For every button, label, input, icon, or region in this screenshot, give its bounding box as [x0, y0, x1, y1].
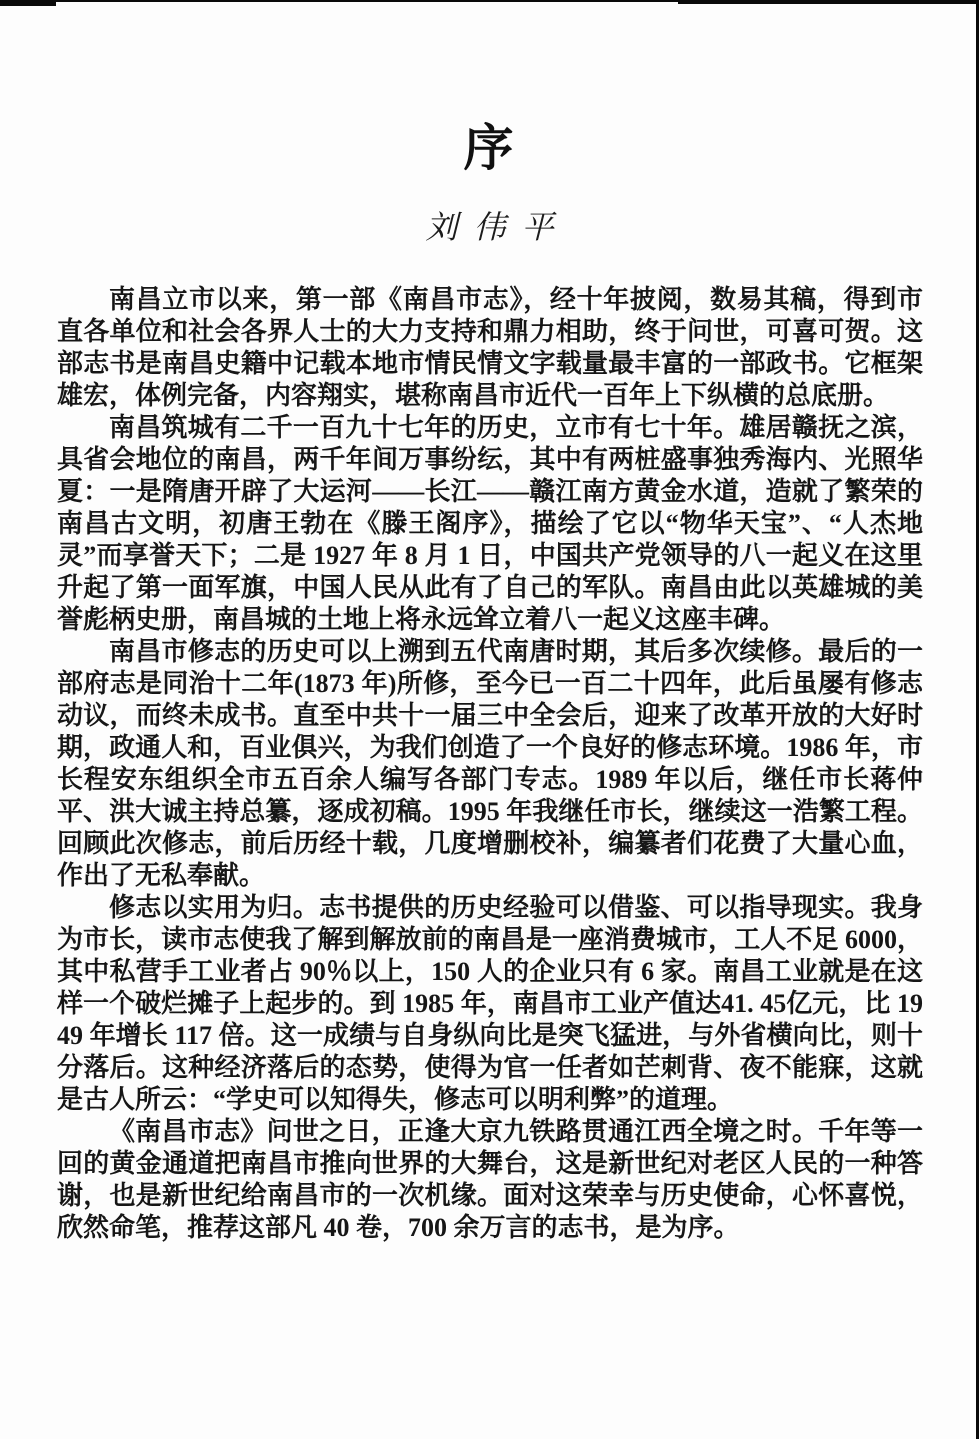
- scan-top-left-corner-mark: [0, 0, 56, 6]
- paragraph-5: 《南昌市志》问世之日，正逢大京九铁路贯通江西全境之时。千年等一回的黄金通道把南昌市推向世界的大舞台，这是新世纪对老区人民的一种答谢，也是新世纪给南昌市的一次机缘。面对这荣幸与历史使命，心怀喜悦，欣然命笔，推荐这部凡 40 卷，700 余万言的志书，是为序。: [57, 1117, 923, 1242]
- paragraph-3: 南昌市修志的历史可以上溯到五代南唐时期，其后多次续修。最后的一部府志是同治十二年(1873 年)所修，至今已一百二十四年，此后虽屡有修志动议，而终未成书。直至中共十一届三中全会后，迎来了改革开放的大好时期，政通人和，百业俱兴，为我们创造了一个良好的修志环境。1986 年，市长程安东组织全市五百余人编写各部门专志。1989 年以后，继任市长蒋仲平、洪大诚主持总纂，逐成初稿。1995 年我继任市长，继续这一浩繁工程。回顾此次修志，前后历经十载，几度增删校补，编纂者们花费了大量心血，作出了无私奉献。: [57, 637, 923, 890]
- paragraph-2: 南昌筑城有二千一百九十七年的历史，立市有七十年。雄居赣抚之滨，具省会地位的南昌，两千年间万事纷纭，其中有两桩盛事独秀海内、光照华夏：一是隋唐开辟了大运河——长江——赣江南方黄金水道，造就了繁荣的南昌古文明，初唐王勃在《滕王阁序》，描绘了它以“物华天宝”、“人杰地灵”而享誉天下；二是 1927 年 8 月 1 日，中国共产党领导的八一起义在这里升起了第一面军旗，中国人民从此有了自己的军队。南昌由此以英雄城的美誉彪柄史册，南昌城的土地上将永远耸立着八一起义这座丰碑。: [57, 413, 923, 634]
- page-title: 序: [463, 120, 516, 176]
- author-name: 刘伟平: [425, 209, 570, 245]
- preface-body: [57, 284, 923, 1244]
- paragraph-1: 南昌立市以来，第一部《南昌市志》，经十年披阅，数易其稿，得到市直各单位和社会各界人士的大力支持和鼎力相助，终于问世，可喜可贺。这部志书是南昌史籍中记载本地市情民情文字载量最丰富的一部政书。它框架雄宏，体例完备，内容翔实，堪称南昌市近代一百年上下纵横的总底册。: [57, 285, 923, 410]
- scan-top-right-edge-mark: [678, 0, 979, 4]
- paragraph-4: 修志以实用为归。志书提供的历史经验可以借鉴、可以指导现实。我身为市长，读市志使我了解到解放前的南昌是一座消费城市，工人不足 6000，其中私营手工业者占 90％以上，150 人的企业只有 6 家。南昌工业就是在这样一个破烂摊子上起步的。到 1985 年，南昌市工业产值达41. 45亿元，比 1949 年增长 117 倍。这一成绩与自身纵向比是突飞猛进，与外省横向比，则十分落后。这种经济落后的态势，使得为官一任者如芒刺背、夜不能寐，这就是古人所云：“学史可以知得失，修志可以明利弊”的道理。: [57, 893, 923, 1114]
